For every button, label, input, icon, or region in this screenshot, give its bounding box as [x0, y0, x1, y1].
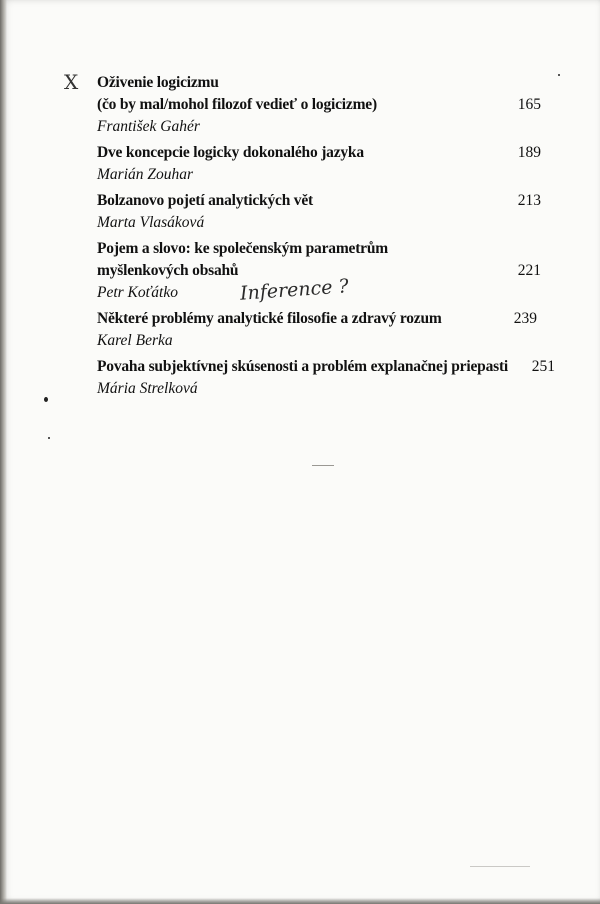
ink-speck — [48, 437, 50, 439]
entry-title-line: Bolzanovo pojetí analytických vět — [97, 192, 313, 209]
entry-author: František Gahér — [97, 118, 200, 135]
separator-dash — [312, 465, 334, 466]
entry-title-line: Pojem a slovo: ke společenským parametrům — [97, 240, 388, 257]
entry-author: Petr Koťátko — [97, 284, 178, 301]
toc-entry — [97, 72, 541, 138]
handwritten-note: Inference ? — [239, 275, 350, 305]
entry-title-line: Dve koncepcie logicky dokonalého jazyka — [97, 144, 364, 161]
entry-title-line: myšlenkových obsahů — [97, 262, 239, 279]
cross-mark-icon: X — [64, 70, 79, 94]
toc-entry — [97, 308, 541, 352]
entry-page-number: 251 — [531, 358, 555, 375]
entry-author: Marta Vlasáková — [97, 214, 205, 231]
entry-title-line: Oživenie logicizmu — [97, 74, 219, 91]
entry-page-number: 165 — [517, 96, 541, 113]
entry-title-line: Povaha subjektívnej skúsenosti a problém explanačnej priepasti — [97, 358, 509, 375]
paper-mark — [470, 866, 530, 867]
toc-entry — [97, 356, 555, 400]
entry-author: Mária Strelková — [97, 380, 198, 397]
toc-entry — [97, 142, 541, 186]
entry-author: Karel Berka — [97, 332, 173, 349]
entry-page-number: 189 — [517, 144, 541, 161]
entry-page-number: 213 — [517, 192, 541, 209]
entry-page-number: 239 — [513, 310, 537, 327]
toc-entry — [97, 190, 541, 234]
entry-page-number: 221 — [517, 262, 541, 279]
page-bottom-shadow — [0, 898, 600, 904]
entry-author: Marián Zouhar — [97, 166, 194, 183]
page-left-shadow — [0, 0, 7, 904]
ink-speck — [558, 74, 560, 76]
entry-title-line: Některé problémy analytické filosofie a zdravý rozum — [97, 310, 442, 327]
ink-speck — [44, 397, 48, 402]
entry-title-line: (čo by mal/mohol filozof vedieť o logicizme) — [97, 96, 377, 113]
